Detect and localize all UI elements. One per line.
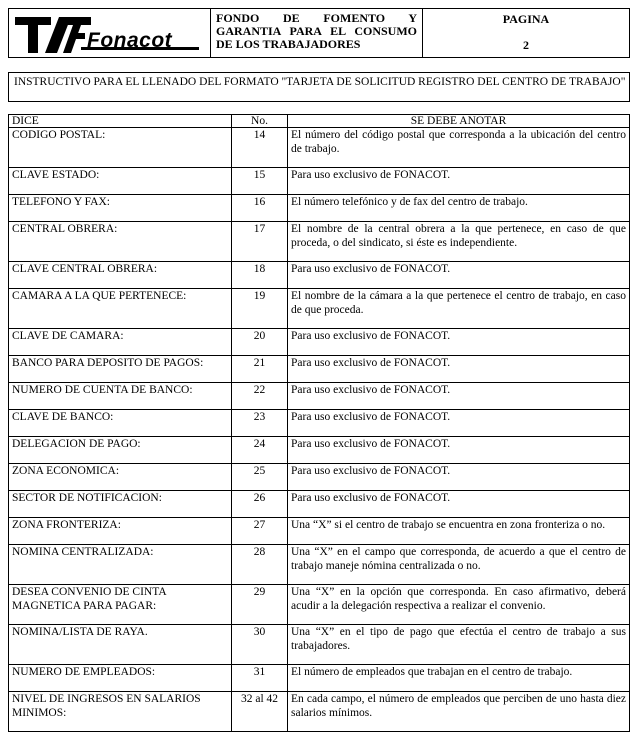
cell-no: 17 [232,222,288,262]
cell-dice: CLAVE DE CAMARA: [9,329,232,356]
cell-dice: DESEA CONVENIO DE CINTA MAGNETICA PARA PAGAR: [9,585,232,625]
cell-no: 19 [232,289,288,329]
cell-anotar: Para uso exclusivo de FONACOT. [288,383,630,410]
logo-cell [9,9,211,57]
cell-anotar: Una “X” en el tipo de pago que efectúa el centro de trabajo a sus trabajadores. [288,625,630,665]
table-row [9,262,630,289]
cell-no: 24 [232,437,288,464]
cell-dice: NOMINA/LISTA DE RAYA. [9,625,232,665]
cell-dice: CLAVE ESTADO: [9,168,232,195]
cell-dice: CLAVE CENTRAL OBRERA: [9,262,232,289]
table-row [9,464,630,491]
cell-no: 23 [232,410,288,437]
cell-anotar: Para uso exclusivo de FONACOT. [288,262,630,289]
cell-dice: BANCO PARA DEPOSITO DE PAGOS: [9,356,232,383]
table-row [9,692,630,732]
cell-no: 14 [232,128,288,168]
cell-no: 15 [232,168,288,195]
table-row [9,410,630,437]
table-row [9,383,630,410]
page-info [423,9,629,57]
cell-no: 32 al 42 [232,692,288,732]
table-row [9,289,630,329]
cell-dice: NUMERO DE EMPLEADOS: [9,665,232,692]
table-row [9,545,630,585]
table-row [9,222,630,262]
cell-no: 28 [232,545,288,585]
table-row [9,329,630,356]
table-header-row [9,115,630,128]
logo-wordmark: Fonacot [87,29,173,52]
page-label: PAGINA [502,12,550,26]
table-row [9,585,630,625]
cell-anotar: Para uso exclusivo de FONACOT. [288,168,630,195]
cell-anotar: Una “X” en la opción que corresponda. En caso afirmativo, deberá acudir a la delegación respectiva a realizar el convenio. [288,585,630,625]
instruction-title: INSTRUCTIVO PARA EL LLENADO DEL FORMATO "TARJETA DE SOLICITUD REGISTRO DEL CENTRO DE TRABAJO" [8,72,630,102]
cell-no: 18 [232,262,288,289]
header-no: No. [232,115,288,128]
cell-anotar: El número telefónico y de fax del centro de trabajo. [288,195,630,222]
table-row [9,195,630,222]
cell-no: 21 [232,356,288,383]
table-row [9,356,630,383]
table-row [9,491,630,518]
cell-dice: NIVEL DE INGRESOS EN SALARIOS MINIMOS: [9,692,232,732]
cell-anotar: En cada campo, el número de empleados que perciben de uno hasta diez salarios mínimos. [288,692,630,732]
table-row [9,128,630,168]
cell-dice: TELEFONO Y FAX: [9,195,232,222]
table-row [9,625,630,665]
cell-dice: DELEGACION DE PAGO: [9,437,232,464]
table-row [9,168,630,195]
cell-anotar: Una “X” en el campo que corresponda, de acuerdo a que el centro de trabajo maneje nómina centralizada o no. [288,545,630,585]
cell-no: 16 [232,195,288,222]
cell-no: 31 [232,665,288,692]
cell-no: 20 [232,329,288,356]
cell-dice: NOMINA CENTRALIZADA: [9,545,232,585]
document-header [8,8,630,58]
cell-dice: CENTRAL OBRERA: [9,222,232,262]
cell-anotar: El nombre de la central obrera a la que pertenece, en caso de que proceda, o del sindicato, si éste es independiente. [288,222,630,262]
cell-dice: SECTOR DE NOTIFICACION: [9,491,232,518]
cell-no: 30 [232,625,288,665]
cell-anotar: Para uso exclusivo de FONACOT. [288,491,630,518]
cell-anotar: Para uso exclusivo de FONACOT. [288,356,630,383]
fonacot-logo [15,13,205,55]
cell-anotar: Para uso exclusivo de FONACOT. [288,329,630,356]
cell-dice: CODIGO POSTAL: [9,128,232,168]
cell-dice: CAMARA A LA QUE PERTENECE: [9,289,232,329]
cell-dice: ZONA ECONOMICA: [9,464,232,491]
cell-anotar: El nombre de la cámara a la que pertenece el centro de trabajo, en caso de que proceda. [288,289,630,329]
cell-anotar: Una “X” si el centro de trabajo se encuentra en zona fronteriza o no. [288,518,630,545]
cell-dice: ZONA FRONTERIZA: [9,518,232,545]
cell-anotar: Para uso exclusivo de FONACOT. [288,410,630,437]
table-row [9,437,630,464]
cell-dice: NUMERO DE CUENTA DE BANCO: [9,383,232,410]
instructions-table [8,114,630,732]
table-row [9,518,630,545]
header-anotar: SE DEBE ANOTAR [288,115,630,128]
cell-anotar: El número del código postal que corresponda a la ubicación del centro de trabajo. [288,128,630,168]
table-row [9,665,630,692]
cell-no: 26 [232,491,288,518]
cell-no: 25 [232,464,288,491]
cell-dice: CLAVE DE BANCO: [9,410,232,437]
cell-anotar: Para uso exclusivo de FONACOT. [288,464,630,491]
cell-no: 22 [232,383,288,410]
cell-no: 27 [232,518,288,545]
cell-no: 29 [232,585,288,625]
organization-title: FONDO DE FOMENTO Y GARANTIA PARA EL CONSUMO DE LOS TRABAJADORES [211,9,423,57]
header-dice: DICE [9,115,232,128]
page-number: 2 [523,38,529,52]
cell-anotar: Para uso exclusivo de FONACOT. [288,437,630,464]
cell-anotar: El número de empleados que trabajan en el centro de trabajo. [288,665,630,692]
